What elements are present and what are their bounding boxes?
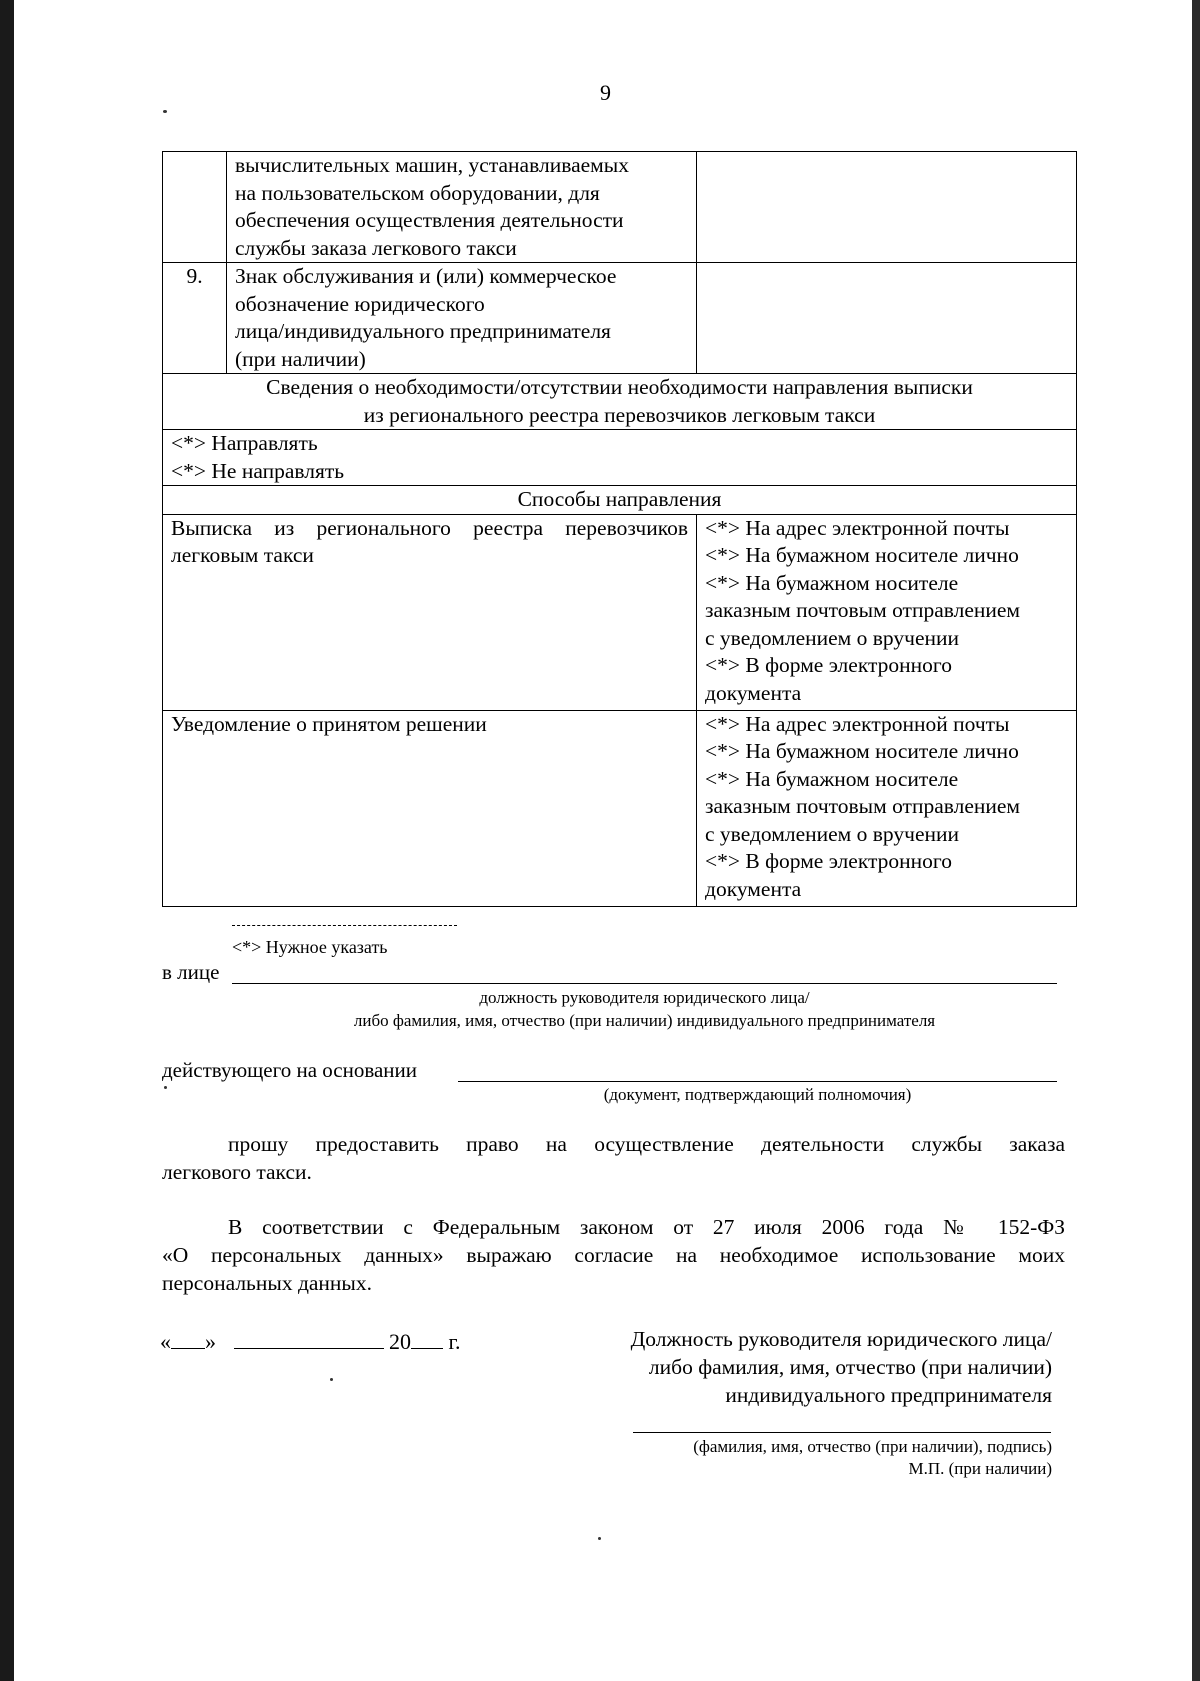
section-heading-line: из регионального реестра перевозчиков легковым такси (363, 402, 876, 427)
signature-caption-line: (фамилия, имя, отчество (при наличии), подпись) (693, 1437, 1052, 1456)
scan-speck (598, 1537, 601, 1540)
footnote-divider (232, 925, 457, 926)
item-text-line: обеспечения осуществления деятельности (235, 208, 624, 232)
choice-do-not-send[interactable]: <*> Не направлять (171, 458, 345, 483)
option-email[interactable]: <*> На адрес электронной почты (705, 515, 1010, 540)
authority-basis-field[interactable] (458, 1081, 1057, 1082)
signatory-line: либо фамилия, имя, отчество (при наличии) (648, 1355, 1052, 1379)
item-text-line: (при наличии) (235, 346, 366, 371)
authority-basis-label: действующего на основании (162, 1058, 418, 1082)
section-heading-line: Сведения о необходимости/отсутствии необходимости направления выписки (266, 375, 973, 399)
date-field (160, 1328, 461, 1355)
request-paragraph (162, 1130, 1065, 1186)
paragraph-line: персональных данных. (162, 1271, 373, 1295)
item-text-line: обозначение юридического (235, 291, 485, 316)
scan-speck (163, 110, 167, 113)
item-text-cell (227, 263, 697, 374)
option-paper-mail[interactable]: <*> На бумажном носителе (705, 570, 959, 595)
signatory-line: Должность руководителя юридического лица/ (630, 1327, 1052, 1351)
table-row (163, 152, 1077, 263)
method-label: Уведомление о принятом решении (163, 710, 697, 906)
item-text-cell (227, 152, 697, 263)
scan-edge-left (0, 0, 14, 1681)
item-value-cell[interactable] (697, 152, 1077, 263)
scan-speck (164, 1086, 167, 1089)
month-blank[interactable] (234, 1328, 384, 1349)
item-text-line: лица/индивидуального предпринимателя (235, 319, 611, 343)
date-close-quote: » (205, 1329, 216, 1354)
authority-basis-caption: (документ, подтверждающий полномочия) (603, 1085, 912, 1104)
represented-by-caption: должность руководителя юридического лица/ (479, 988, 810, 1007)
scan-edge-right (1192, 0, 1200, 1681)
option-paper-in-person[interactable]: <*> На бумажном носителе лично (705, 543, 1019, 567)
table-row (163, 430, 1077, 486)
extract-section-heading (163, 374, 1077, 430)
footnote: <*> Нужное указать (232, 937, 388, 957)
method-options (697, 514, 1077, 710)
option-electronic[interactable]: <*> В форме электронного (705, 849, 952, 873)
represented-by-caption: либо фамилия, имя, отчество (при наличии) индивидуального предпринимателя (353, 1011, 936, 1030)
item-text-line: вычислительных машин, устанавливаемых (235, 153, 629, 177)
paragraph-line: легкового такси. (162, 1160, 312, 1184)
option-electronic[interactable]: <*> В форме электронного (705, 653, 952, 677)
consent-paragraph (162, 1213, 1065, 1297)
option-text-line: документа (705, 680, 802, 705)
method-label: Выписка из регионального реестра перевозчиков легковым такси (163, 514, 697, 710)
item-value-cell[interactable] (697, 263, 1077, 374)
number-cell (163, 152, 227, 263)
signature-caption (693, 1436, 1052, 1480)
item-text-line: службы заказа легкового такси (235, 235, 517, 260)
date-open-quote: « (160, 1329, 171, 1354)
page-number: 9 (600, 80, 611, 105)
year-suffix: г. (448, 1329, 461, 1354)
option-paper-mail[interactable]: <*> На бумажном носителе (705, 766, 959, 791)
table-row (163, 263, 1077, 374)
signature-field[interactable] (633, 1432, 1051, 1433)
signatory-line: индивидуального предпринимателя (725, 1383, 1052, 1407)
item-number: 9. (163, 263, 227, 374)
choice-send[interactable]: <*> Направлять (171, 431, 318, 455)
scan-speck (330, 1378, 333, 1381)
method-options (697, 710, 1077, 906)
option-text-line: заказным почтовым отправлением (705, 598, 1021, 622)
item-text-line: на пользовательском оборудовании, для (235, 180, 600, 205)
year-blank[interactable] (411, 1328, 443, 1349)
represented-by-field[interactable] (232, 983, 1057, 984)
year-prefix: 20 (389, 1329, 411, 1354)
paragraph-line: «О персональных данных» выражаю согласие на необходимое использование моих (162, 1243, 1065, 1267)
stamp-caption-line: М.П. (при наличии) (908, 1459, 1052, 1478)
represented-by-label: в лице (162, 960, 220, 984)
option-text-line: документа (705, 876, 802, 901)
option-text-line: с уведомлением о вручении (705, 821, 960, 846)
application-table (162, 151, 1077, 907)
option-text-line: заказным почтовым отправлением (705, 794, 1021, 818)
send-choice-cell (163, 430, 1077, 486)
signatory-block (631, 1325, 1052, 1409)
option-text-line: с уведомлением о вручении (705, 625, 960, 650)
item-text-line: Знак обслуживания и (или) коммерческое (235, 264, 617, 288)
table-row (163, 710, 1077, 906)
table-row (163, 486, 1077, 515)
option-email[interactable]: <*> На адрес электронной почты (705, 711, 1010, 736)
table-row (163, 374, 1077, 430)
paragraph-line: прошу предоставить право на осуществление деятельности службы заказа (228, 1132, 1065, 1156)
table-row (163, 514, 1077, 710)
methods-heading: Способы направления (163, 486, 1077, 515)
paragraph-line: В соответствии с Федеральным законом от 27 июля 2006 года № 152-ФЗ (228, 1215, 1065, 1239)
option-paper-in-person[interactable]: <*> На бумажном носителе лично (705, 739, 1019, 763)
day-blank[interactable] (171, 1328, 205, 1349)
